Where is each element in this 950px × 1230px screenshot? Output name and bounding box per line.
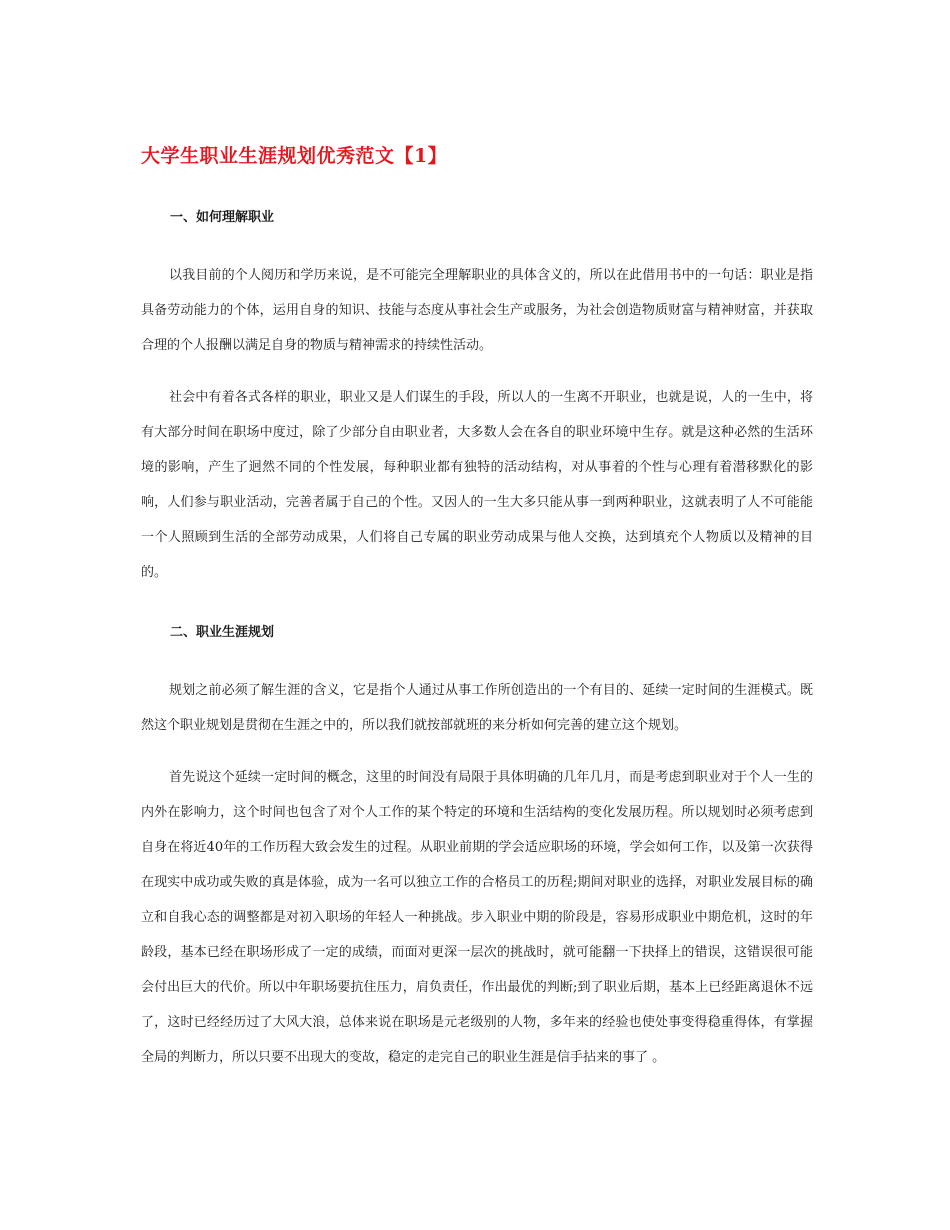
paragraph-career-in-society: 社会中有着各式各样的职业，职业又是人们谋生的手段，所以人的一生离不开职业，也就是说，人的一生中，将有大部分时间在职场中度过，除了少部分自由职业者，大多数人会在各自的职业环境中生存。就是这种必然的生活环境的影响，产生了迥然不同的个性发展，每种职业都有独特的活动结构，对从事着的个性与心理有着潜移默化的影响，人们参与职业活动，完善者属于自己的个性。又因人的一生大多只能从事一到两种职业，这就表明了人不可能能一个人照顾到生活的全部劳动成果，人们将自己专属的职业劳动成果与他人交换，达到填充个人物质以及精神的目的。 [141,390,813,580]
section-heading-understanding-career: 一、如何理解职业 [170,210,275,225]
paragraph-career-stages: 首先说这个延续一定时间的概念，这里的时间没有局限于具体明确的几年几月，而是考虑到职业对于个人一生的内外在影响力，这个时间也包含了对个人工作的某个特定的环境和生活结构的变化发展历程。所以规划时必须考虑到自身在将近40年的工作历程大致会发生的过程。从职业前期的学会适应职场的环境，学会如何工作，以及第一次获得在现实中成功或失败的真是体验，成为一名可以独立工作的合格员工的历程;期间对职业的选择，对职业发展目标的确立和自我心态的调整都是对初入职场的年轻人一种挑战。步入职业中期的阶段是，容易形成职业中期危机，这时的年龄段，基本已经在职场形成了一定的成绩，而面对更深一层次的挑战时，就可能翻一下抉择上的错误，这错误很可能会付出巨大的代价。所以中年职场要抗住压力，肩负责任，作出最优的判断;到了职业后期，基本上已经距离退休不远了，这时已经经历过了大风大浪，总体来说在职场是元老级别的人物，多年来的经验也使处事变得稳重得体，有掌握全局的判断力，所以只要不出现大的变故，稳定的走完自己的职业生涯是信手拈来的事了 。 [141,770,813,1065]
paragraph-career-definition: 以我目前的个人阅历和学历来说，是不可能完全理解职业的具体含义的，所以在此借用书中的一句话：职业是指具备劳动能力的个体，运用自身的知识、技能与态度从事社会生产或服务，为社会创造物质财富与精神财富，并获取合理的个人报酬以满足自身的物质与精神需求的持续性活动。 [141,268,813,353]
page-title: 大学生职业生涯规划优秀范文【1】 [141,145,448,167]
section-heading-career-planning: 二、职业生涯规划 [170,625,275,640]
paragraph-career-meaning: 规划之前必须了解生涯的含义，它是指个人通过从事工作所创造出的一个有目的、延续一定时间的生涯模式。既然这个职业规划是贯彻在生涯之中的，所以我们就按部就班的来分析如何完善的建立这个规划。 [141,683,813,733]
